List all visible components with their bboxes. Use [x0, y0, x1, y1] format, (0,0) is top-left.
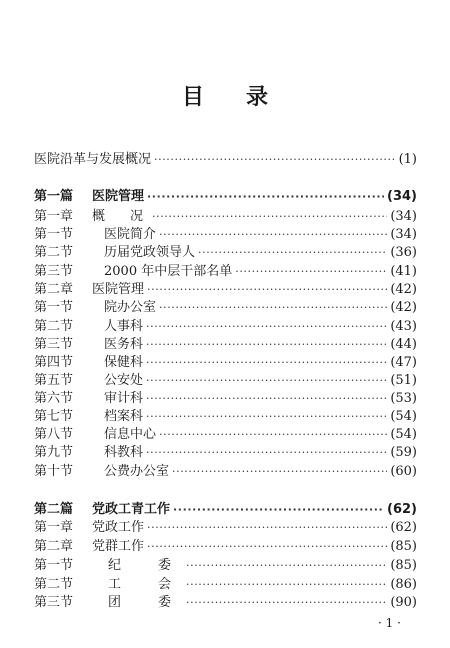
toc-chapter-label: 第一章: [34, 209, 74, 224]
toc-entry-title: 科教科: [104, 445, 144, 460]
toc-row-chapter[interactable]: [34, 518, 417, 537]
leader-dots: [146, 317, 387, 336]
toc-page-number: (42): [390, 300, 417, 315]
toc-row-part[interactable]: [34, 500, 417, 519]
toc-entry-title: 医院简介: [104, 227, 157, 242]
toc-entry-title: 保健科: [104, 355, 144, 370]
toc-page-number: (42): [390, 282, 417, 297]
toc-entry-title: 审计科: [104, 391, 144, 406]
toc-entry-title: 人事科: [104, 319, 144, 334]
toc-page-number: (53): [390, 391, 417, 406]
toc-page-number: (54): [390, 427, 417, 442]
toc-entry-title: 医院沿革与发展概况: [34, 152, 152, 167]
toc-row-chapter[interactable]: [34, 280, 417, 299]
leader-dots: [146, 443, 387, 462]
toc-row-chapter[interactable]: [34, 537, 417, 556]
toc-entry-title: 团 委: [108, 595, 184, 610]
toc-row-section[interactable]: [34, 593, 417, 612]
toc-entry-title: 工 会: [108, 577, 184, 592]
title-char-1: 目: [181, 85, 204, 110]
toc-page-number: (34): [387, 189, 417, 204]
toc-entry-title: 医院管理: [92, 282, 145, 297]
toc-section-label: 第四节: [34, 355, 74, 370]
toc-entry-title: 公费办公室: [104, 464, 170, 479]
toc-row-preface[interactable]: [34, 150, 417, 169]
toc-row-section[interactable]: [34, 425, 417, 444]
leader-dots: [152, 207, 387, 226]
toc-entry-title: 2000 年中层干部名单: [104, 264, 233, 279]
toc-page-number: (85): [390, 539, 417, 554]
toc-row-section[interactable]: [34, 243, 417, 262]
leader-dots: [235, 262, 387, 281]
toc-page-number: (47): [390, 355, 417, 370]
toc-page-number: (44): [390, 337, 417, 352]
leader-dots: [147, 518, 387, 537]
toc-chapter-label: 第一章: [34, 520, 74, 535]
toc-entry-title: 医院管理: [92, 189, 145, 204]
toc-row-section[interactable]: [34, 462, 417, 481]
leader-dots: [147, 187, 384, 206]
toc-section-label: 第三节: [34, 264, 74, 279]
toc-section-label: 第一节: [34, 300, 74, 315]
leader-dots: [146, 371, 387, 390]
leader-dots: [159, 298, 387, 317]
toc-entry-title: 信息中心: [104, 427, 157, 442]
page-number-footer: · 1 ·: [378, 616, 401, 630]
toc-entry-title: 历届党政领导人: [104, 245, 196, 260]
toc-row-section[interactable]: [34, 407, 417, 426]
leader-dots: [198, 243, 387, 262]
toc-section-label: 第十节: [34, 464, 74, 479]
toc-part-label: 第一篇: [34, 189, 74, 204]
toc-entry-title: 党群工作: [92, 539, 145, 554]
title-char-2: 录: [246, 85, 269, 110]
toc-part-label: 第二篇: [34, 502, 74, 517]
toc-entry-title: 公安处: [104, 373, 144, 388]
toc-page-number: (43): [390, 319, 417, 334]
leader-dots: [146, 407, 387, 426]
leader-dots: [146, 353, 387, 372]
toc-page-number: (62): [390, 520, 417, 535]
leader-dots: [186, 575, 387, 594]
toc-row-part[interactable]: [34, 187, 417, 206]
toc-section-label: 第三节: [34, 595, 74, 610]
toc-section-label: 第一节: [34, 227, 74, 242]
toc-row-chapter[interactable]: [34, 207, 417, 226]
toc-section-label: 第二节: [34, 245, 74, 260]
toc-section-label: 第五节: [34, 373, 74, 388]
toc-row-section[interactable]: [34, 335, 417, 354]
toc-page-number: (60): [390, 464, 417, 479]
toc-row-section[interactable]: [34, 353, 417, 372]
toc-section-label: 第六节: [34, 391, 74, 406]
toc-row-section[interactable]: [34, 389, 417, 408]
toc-entry-title: 纪 委: [108, 558, 184, 573]
toc-page-number: (1): [398, 152, 417, 167]
toc-page-number: (90): [390, 595, 417, 610]
toc-row-section[interactable]: [34, 298, 417, 317]
toc-page-number: (54): [390, 409, 417, 424]
toc-entry-title: 院办公室: [104, 300, 157, 315]
leader-dots: [186, 593, 387, 612]
toc-page-number: (62): [387, 502, 417, 517]
toc-section-label: 第七节: [34, 409, 74, 424]
leader-dots: [154, 150, 396, 169]
toc-page-number: (41): [390, 264, 417, 279]
toc-section-label: 第一节: [34, 558, 74, 573]
toc-page-number: (36): [390, 245, 417, 260]
toc-row-section[interactable]: [34, 443, 417, 462]
toc-page-number: (59): [390, 445, 417, 460]
toc-entry-title: 档案科: [104, 409, 144, 424]
toc-row-section[interactable]: [34, 575, 417, 594]
toc-chapter-label: 第二章: [34, 282, 74, 297]
toc-chapter-label: 第二章: [34, 539, 74, 554]
toc-row-section[interactable]: [34, 371, 417, 390]
toc-row-section[interactable]: [34, 262, 417, 281]
page-title: [0, 80, 450, 111]
toc-section-label: 第三节: [34, 337, 74, 352]
leader-dots: [147, 280, 387, 299]
toc-row-section[interactable]: [34, 556, 417, 575]
toc-entry-title: 概 况: [92, 209, 150, 224]
toc-page-number: (51): [390, 373, 417, 388]
toc-page-number: (34): [390, 209, 417, 224]
leader-dots: [146, 389, 387, 408]
toc-section-label: 第二节: [34, 577, 74, 592]
toc-row-section[interactable]: [34, 317, 417, 336]
toc-section-label: 第二节: [34, 319, 74, 334]
toc-section-label: 第九节: [34, 445, 74, 460]
leader-dots: [159, 425, 387, 444]
toc-entry-title: 党政工青工作: [92, 502, 171, 517]
leader-dots: [147, 537, 387, 556]
toc-page-number: (86): [390, 577, 417, 592]
toc-entry-title: 医务科: [104, 337, 144, 352]
leader-dots: [146, 335, 387, 354]
toc-row-section[interactable]: [34, 225, 417, 244]
leader-dots: [159, 225, 387, 244]
toc-entry-title: 党政工作: [92, 520, 145, 535]
leader-dots: [186, 556, 387, 575]
toc-section-label: 第八节: [34, 427, 74, 442]
leader-dots: [173, 500, 384, 519]
leader-dots: [172, 462, 387, 481]
toc-page-number: (34): [390, 227, 417, 242]
toc-page-number: (85): [390, 558, 417, 573]
